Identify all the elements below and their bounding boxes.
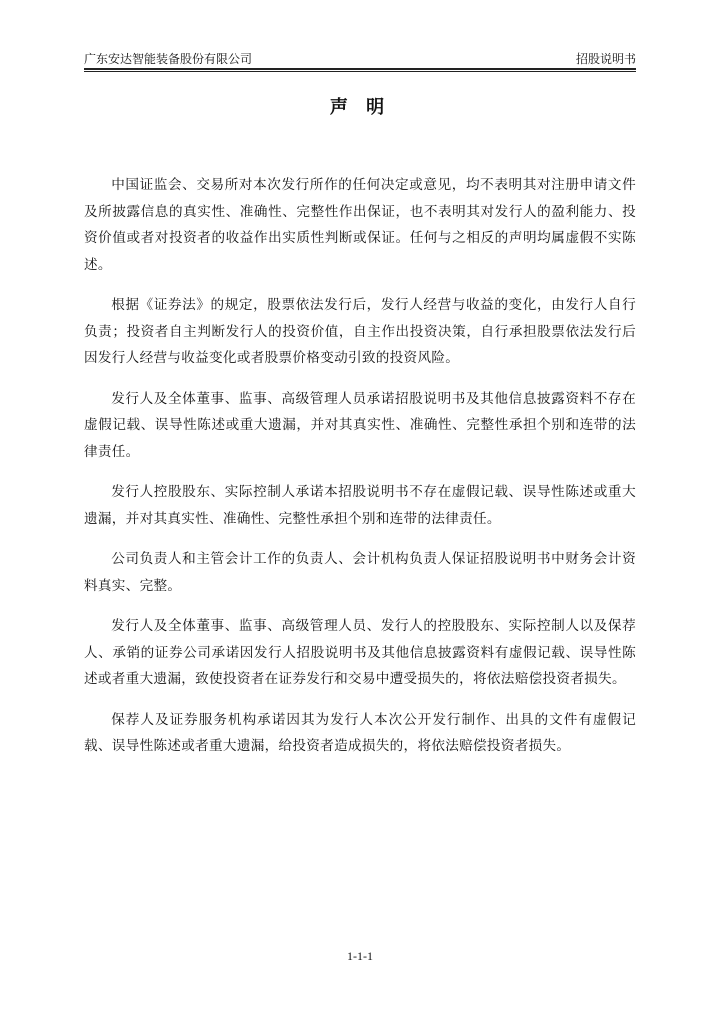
header-divider-thick [84, 68, 636, 70]
header-document-type: 招股说明书 [575, 52, 636, 66]
paragraph-securities-law: 根据《证券法》的规定，股票依法发行后，发行人经营与收益的变化，由发行人自行负责；投资者自主判断发行人的投资价值，自主作出投资决策，自行承担股票依法发行后因发行人经营与收益变化或者股票价格变动引致的投资风险。 [84, 297, 636, 366]
paragraph-financial-accuracy: 公司负责人和主管会计工作的负责人、会计机构负责人保证招股说明书中财务会计资料真实、完整。 [84, 551, 636, 594]
page-title: 声 明 [329, 97, 391, 118]
paragraph-issuer-commitment: 发行人及全体董事、监事、高级管理人员承诺招股说明书及其他信息披露资料不存在虚假记载、误导性陈述或重大遗漏，并对其真实性、准确性、完整性承担个别和连带的法律责任。 [84, 390, 636, 460]
page-number: 1-1-1 [347, 949, 373, 963]
paragraph-regulator-disclaimer: 中国证监会、交易所对本次发行所作的任何决定或意见，均不表明其对注册申请文件及所披露信息的真实性、准确性、完整性作出保证，也不表明其对发行人的盈利能力、投资价值或者对投资者的收益作出实质性判断或保证。任何与之相反的声明均属虚假不实陈述。 [84, 177, 636, 273]
page-header [84, 50, 636, 68]
header-divider-thin [84, 71, 636, 72]
declaration-body [84, 172, 636, 774]
header-company-name: 广东安达智能装备股份有限公司 [84, 52, 253, 66]
paragraph-controlling-shareholder: 发行人控股股东、实际控制人承诺本招股说明书不存在虚假记载、误导性陈述或重大遗漏，并对其真实性、准确性、完整性承担个别和连带的法律责任。 [84, 484, 636, 527]
paragraph-compensation-commitment: 发行人及全体董事、监事、高级管理人员、发行人的控股股东、实际控制人以及保荐人、承销的证券公司承诺因发行人招股说明书及其他信息披露资料有虚假记载、误导性陈述或者重大遗漏，致使投资者在证券发行和交易中遭受损失的，将依法赔偿投资者损失。 [84, 618, 636, 687]
paragraph-sponsor-commitment: 保荐人及证券服务机构承诺因其为发行人本次公开发行制作、出具的文件有虚假记载、误导性陈述或者重大遗漏，给投资者造成损失的，将依法赔偿投资者损失。 [84, 711, 636, 754]
